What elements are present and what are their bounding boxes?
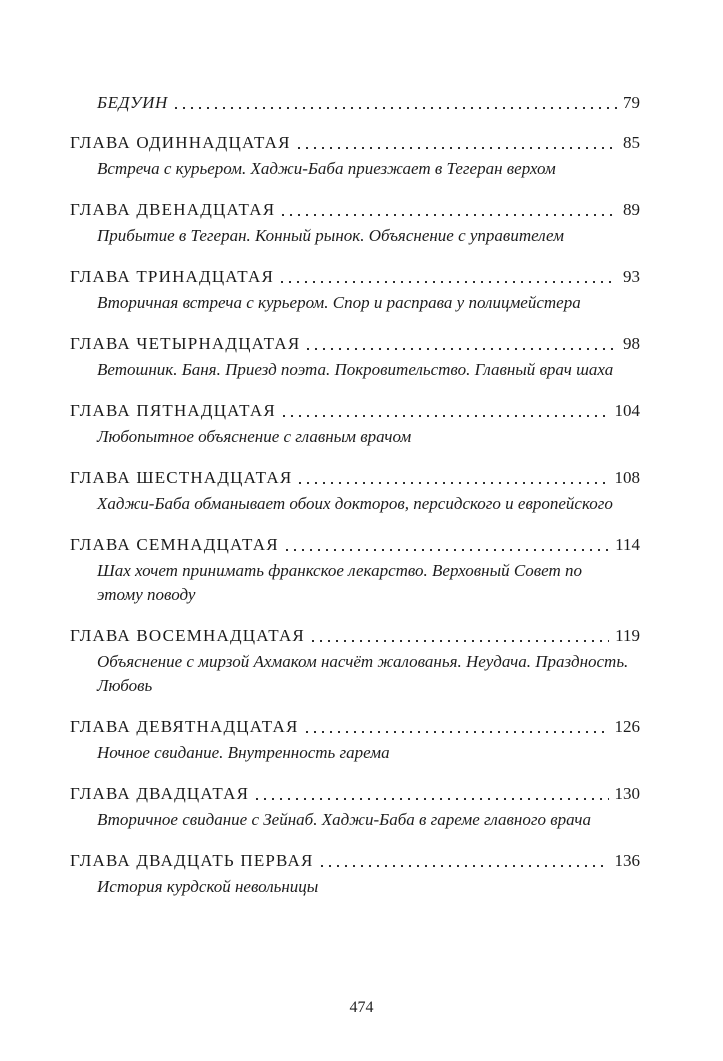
chapter-description: Объяснение с мирзой Ахмаком насчёт жалованья. Неудача. Праздность. Любовь — [97, 652, 629, 695]
chapter-page-number: 104 — [614, 401, 640, 420]
chapter-description: Встреча с курьером. Хаджи-Баба приезжает в Тегеран верхом — [97, 159, 556, 178]
chapter-page-number: 130 — [614, 784, 640, 803]
dot-leader — [299, 482, 608, 484]
toc-entry — [70, 467, 640, 516]
chapter-title: ГЛАВА ШЕСТНАДЦАТАЯ — [70, 468, 293, 487]
chapter-page-number: 108 — [614, 468, 640, 487]
toc-sub-entry — [70, 92, 640, 114]
toc-entry — [70, 850, 640, 899]
toc-entry — [70, 716, 640, 765]
chapter-title: ГЛАВА ЧЕТЫРНАДЦАТАЯ — [70, 334, 301, 353]
dot-leader — [312, 640, 609, 642]
chapter-page-number: 93 — [623, 267, 640, 286]
dot-leader — [307, 348, 617, 350]
chapter-title: ГЛАВА ДВЕНАДЦАТАЯ — [70, 200, 276, 219]
chapter-description: История курдской невольницы — [97, 877, 319, 896]
chapter-description: Прибытие в Тегеран. Конный рынок. Объяснение с управителем — [97, 226, 565, 245]
dot-leader — [175, 107, 617, 109]
dot-leader — [306, 731, 609, 733]
chapter-title: ГЛАВА СЕМНАДЦАТАЯ — [70, 535, 279, 554]
chapter-title: ГЛАВА ДВАДЦАТАЯ — [70, 784, 250, 803]
chapter-page-number: 85 — [623, 133, 640, 152]
chapter-title: ГЛАВА ТРИНАДЦАТАЯ — [70, 267, 275, 286]
toc-entry — [70, 534, 640, 607]
chapter-description: Ночное свидание. Внутренность гарема — [97, 743, 390, 762]
dot-leader — [283, 415, 609, 417]
chapter-page-number: 136 — [614, 851, 640, 870]
sub-entry-page-number: 79 — [623, 93, 640, 112]
sub-entry-title: БЕДУИН — [97, 93, 168, 112]
toc-entry — [70, 266, 640, 315]
chapter-page-number: 98 — [623, 334, 640, 353]
chapter-page-number: 119 — [615, 626, 640, 645]
chapter-description: Ветошник. Баня. Приезд поэта. Покровительство. Главный врач шаха — [97, 360, 614, 379]
toc-entry — [70, 333, 640, 382]
chapter-description: Любопытное объяснение с главным врачом — [97, 427, 412, 446]
chapter-description: Вторичное свидание с Зейнаб. Хаджи-Баба в гареме главного врача — [97, 810, 592, 829]
toc-entry — [70, 132, 640, 181]
chapter-title: ГЛАВА ОДИННАДЦАТАЯ — [70, 133, 291, 152]
chapter-title: ГЛАВА ДВАДЦАТЬ ПЕРВАЯ — [70, 851, 314, 870]
toc-entry — [70, 199, 640, 248]
chapter-page-number: 114 — [615, 535, 640, 554]
dot-leader — [286, 549, 609, 551]
chapter-description: Шах хочет принимать франкское лекарство. Верховный Совет по этому поводу — [97, 561, 583, 604]
chapter-page-number: 126 — [614, 717, 640, 736]
toc-entry — [70, 783, 640, 832]
toc-entry — [70, 625, 640, 698]
toc-entry — [70, 400, 640, 449]
dot-leader — [256, 798, 608, 800]
chapter-page-number: 89 — [623, 200, 640, 219]
dot-leader — [298, 147, 617, 149]
chapter-description: Хаджи-Баба обманывает обоих докторов, персидского и европейского — [97, 494, 613, 513]
chapter-title: ГЛАВА ПЯТНАДЦАТАЯ — [70, 401, 276, 420]
chapter-title: ГЛАВА ДЕВЯТНАДЦАТАЯ — [70, 717, 299, 736]
toc-list — [70, 132, 640, 899]
chapter-title: ГЛАВА ВОСЕМНАДЦАТАЯ — [70, 626, 305, 645]
dot-leader — [282, 214, 617, 216]
dot-leader — [321, 865, 609, 867]
dot-leader — [281, 281, 617, 283]
page-folio: 474 — [349, 999, 374, 1016]
chapter-description: Вторичная встреча с курьером. Спор и расправа у полицмейстера — [97, 293, 581, 312]
